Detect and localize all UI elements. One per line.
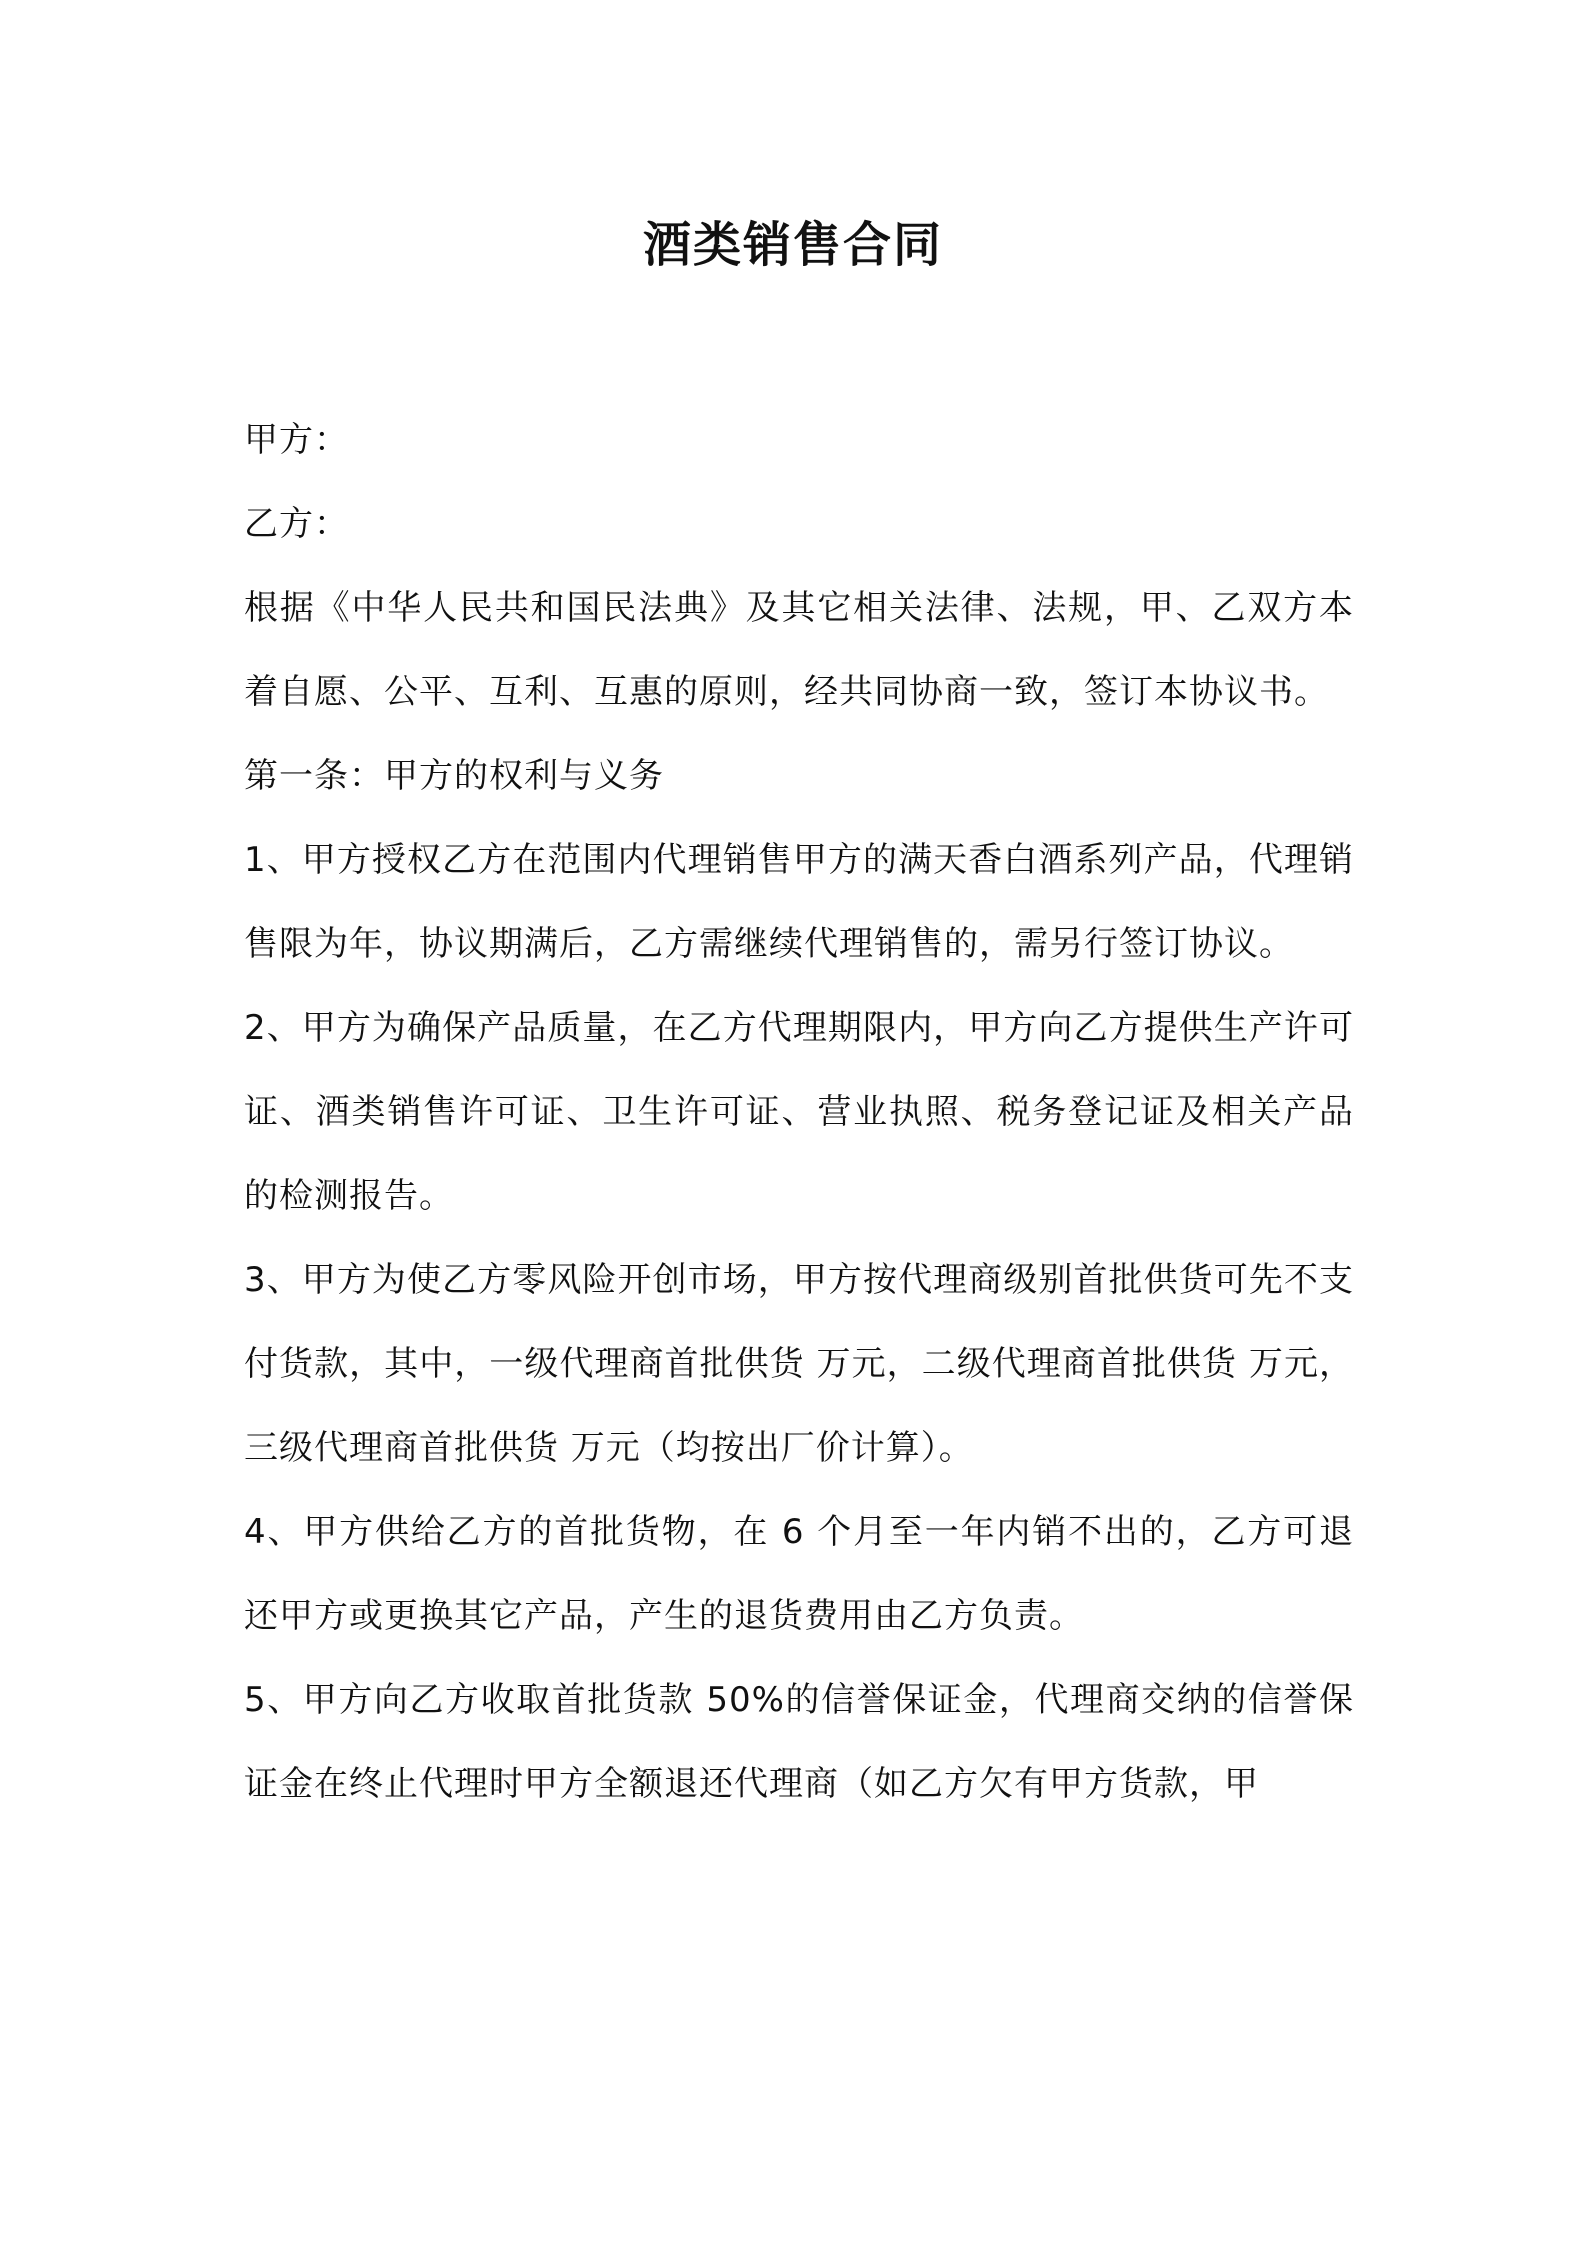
party-b-line: 乙方： bbox=[244, 504, 349, 544]
clause-5: 5、甲方向乙方收取首批货款 50%的信誉保证金，代理商交纳的信誉保证金在终止代理时甲方全额退还代理商（如乙方欠有甲方货款，甲 bbox=[244, 1680, 1354, 1804]
contract-body bbox=[244, 398, 1354, 1826]
party-a-line: 甲方： bbox=[244, 420, 349, 460]
clause-2: 2、甲方为确保产品质量，在乙方代理期限内，甲方向乙方提供生产许可证、酒类销售许可证、卫生许可证、营业执照、税务登记证及相关产品的检测报告。 bbox=[244, 1008, 1354, 1216]
clause-1: 1、甲方授权乙方在范围内代理销售甲方的满天香白酒系列产品，代理销售限为年，协议期满后，乙方需继续代理销售的，需另行签订协议。 bbox=[244, 840, 1354, 964]
preamble-paragraph: 根据《中华人民共和国民法典》及其它相关法律、法规，甲、乙双方本着自愿、公平、互利、互惠的原则，经共同协商一致，签订本协议书。 bbox=[244, 588, 1354, 712]
document-title: 酒类销售合同 bbox=[642, 217, 943, 273]
clause-4: 4、甲方供给乙方的首批货物，在 6 个月至一年内销不出的，乙方可退还甲方或更换其它产品，产生的退货费用由乙方负责。 bbox=[244, 1512, 1354, 1636]
article-one-heading: 第一条：甲方的权利与义务 bbox=[244, 756, 664, 796]
clause-3: 3、甲方为使乙方零风险开创市场，甲方按代理商级别首批供货可先不支付货款，其中，一级代理商首批供货 万元，二级代理商首批供货 万元，三级代理商首批供货 万元（均按出厂价计算）。 bbox=[244, 1260, 1354, 1468]
